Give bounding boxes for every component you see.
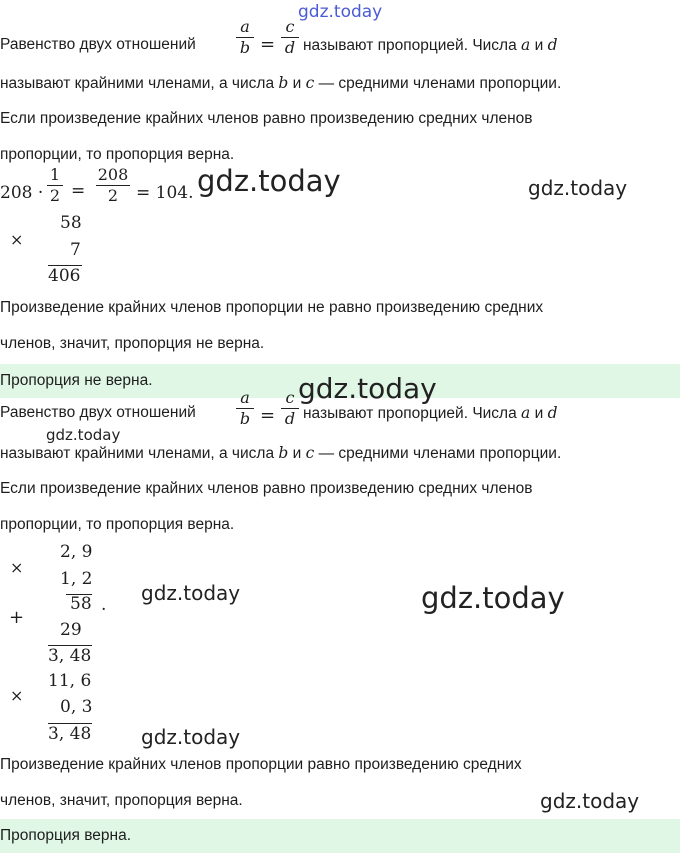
watermark: gdz.today: [197, 164, 341, 198]
var-d: d: [547, 36, 558, 54]
watermark: gdz.today: [141, 581, 241, 605]
definition-middle: называют пропорцией. Числа: [303, 405, 517, 422]
equation-lhs: 208 ·: [0, 183, 44, 203]
fraction-denominator: d: [284, 38, 296, 57]
definition-line-1-rest: [303, 36, 558, 55]
watermark: gdz.today: [46, 426, 121, 444]
partial-product-1: 58: [70, 594, 92, 614]
var-c: c: [305, 444, 315, 462]
var-a: a: [521, 404, 531, 422]
fraction-numerator: c: [285, 17, 295, 36]
conclusion-line-1: Произведение крайних членов пропорции не равно произведению средних: [0, 299, 544, 316]
dot: .: [101, 595, 107, 615]
conclusion-line-1: Произведение крайних членов пропорции равно произведению средних: [0, 756, 522, 773]
definition-line-1: [0, 36, 196, 54]
fraction-numerator: a: [240, 17, 250, 36]
fraction-a-over-b: [235, 388, 255, 429]
conj-and: и: [534, 405, 544, 422]
conj-and: и: [292, 445, 302, 462]
definition-line-1-rest: [303, 404, 558, 423]
fraction-c-over-d: [280, 388, 300, 429]
fraction-a-over-b: [235, 17, 255, 58]
fraction-denominator: d: [284, 409, 296, 428]
answer-text: Пропорция не верна.: [0, 372, 153, 389]
fraction-numerator: c: [285, 388, 295, 407]
fraction-denominator: 2: [107, 186, 119, 205]
definition-line2-suffix: — средними членами пропорции.: [318, 75, 562, 92]
equals-sign: =: [71, 181, 86, 201]
equals-sign: =: [260, 405, 276, 426]
watermark-top: gdz.today: [298, 2, 383, 22]
definition-line-3: Если произведение крайних членов равно произведению средних членов: [0, 480, 533, 497]
factor-top: 58: [60, 213, 82, 233]
definition-line-2: [0, 74, 561, 93]
factor-bottom: 1, 2: [60, 569, 93, 589]
product: 3, 48: [48, 724, 92, 744]
definition-line2-prefix: называют крайними членами, а числа: [0, 75, 275, 92]
answer-text: Пропорция верна.: [0, 827, 132, 844]
watermark: gdz.today: [298, 372, 437, 405]
product: 3, 48: [48, 646, 92, 666]
conclusion-line-2: членов, значит, пропорция не верна.: [0, 335, 265, 352]
definition-middle: называют пропорцией. Числа: [303, 37, 517, 54]
multiply-sign: ×: [10, 230, 24, 249]
multiply-sign: ×: [10, 686, 24, 705]
watermark: gdz.today: [540, 789, 640, 813]
fraction-numerator: a: [240, 388, 250, 407]
var-a: a: [521, 36, 531, 54]
fraction-c-over-d: [280, 17, 300, 58]
product: 406: [48, 266, 81, 286]
var-d: d: [547, 404, 558, 422]
var-c: c: [305, 74, 315, 92]
factor-bottom: 0, 3: [60, 697, 93, 717]
partial-product-2: 29: [60, 620, 82, 640]
fraction-denominator: b: [239, 38, 251, 57]
var-b: b: [278, 444, 289, 462]
factor-top: 11, 6: [48, 671, 92, 691]
answer-box: [0, 819, 680, 853]
fraction-denominator: b: [239, 409, 251, 428]
conclusion-line-2: членов, значит, пропорция верна.: [0, 792, 243, 809]
fraction-numerator: 208: [97, 165, 129, 184]
watermark: gdz.today: [528, 176, 628, 200]
fraction-208-over-2: [95, 165, 131, 206]
fraction-numerator: 1: [49, 165, 61, 184]
equals-sign: =: [260, 34, 276, 55]
definition-line-1: [0, 404, 196, 422]
conj-and: и: [292, 75, 302, 92]
var-b: b: [278, 74, 289, 92]
definition-prefix: Равенство двух отношений: [0, 36, 196, 53]
definition-prefix: Равенство двух отношений: [0, 404, 196, 421]
factor-top: 2, 9: [60, 542, 93, 562]
fraction-denominator: 2: [49, 186, 61, 205]
multiply-sign: ×: [10, 558, 24, 577]
watermark: gdz.today: [141, 725, 241, 749]
equation-result: = 104.: [136, 183, 194, 203]
fraction-one-half: [46, 165, 64, 206]
conj-and: и: [534, 37, 544, 54]
definition-line2-prefix: называют крайними членами, а числа: [0, 445, 275, 462]
definition-line2-suffix: — средними членами пропорции.: [318, 445, 562, 462]
factor-bottom: 7: [70, 240, 81, 260]
definition-line-2: [0, 444, 561, 463]
watermark: gdz.today: [421, 581, 565, 615]
definition-line-3: Если произведение крайних членов равно произведению средних членов: [0, 110, 533, 127]
plus-sign: +: [9, 607, 25, 628]
definition-line-4: пропорции, то пропорция верна.: [0, 516, 235, 533]
definition-line-4: пропорции, то пропорция верна.: [0, 146, 235, 163]
